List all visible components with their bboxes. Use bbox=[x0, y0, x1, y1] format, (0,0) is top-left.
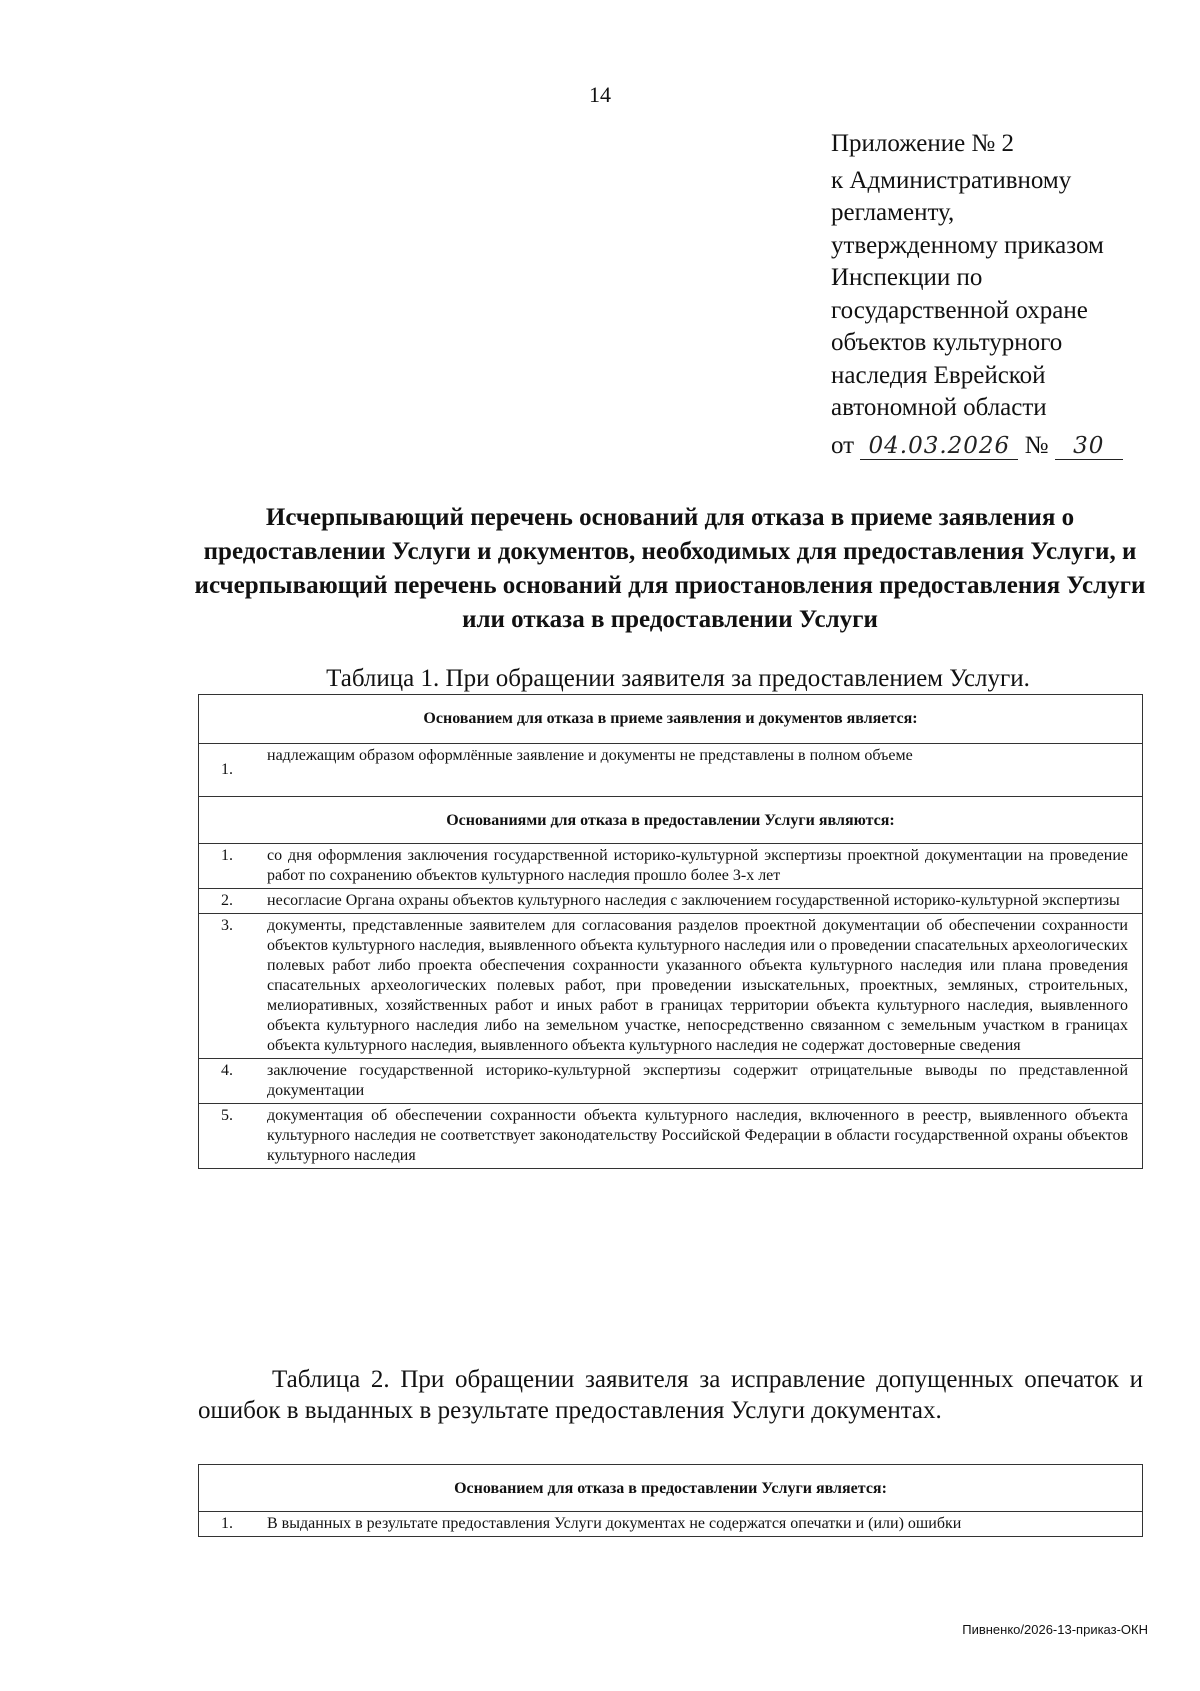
table-row bbox=[199, 1512, 1143, 1537]
table1-caption: Таблица 1. При обращении заявителя за предоставлением Услуги. bbox=[326, 665, 1030, 692]
date-prefix: от bbox=[831, 432, 855, 459]
handwritten-number: 30 bbox=[1055, 433, 1123, 460]
row-text: заключение государственной историко-культурной экспертизы содержит отрицательные выводы по представленной документации bbox=[259, 1059, 1143, 1104]
row-text: надлежащим образом оформлённые заявление и документы не представлены в полном объеме bbox=[259, 744, 1143, 797]
table1-section1-header: Основанием для отказа в приеме заявления и документов является: bbox=[199, 695, 1143, 744]
table-row bbox=[199, 1059, 1143, 1104]
appendix-line: наследия Еврейской bbox=[831, 361, 1046, 389]
appendix-line: государственной охране bbox=[831, 296, 1088, 324]
row-number: 1. bbox=[199, 844, 260, 889]
table2 bbox=[198, 1464, 1143, 1537]
table-row bbox=[199, 1104, 1143, 1169]
appendix-line: объектов культурного bbox=[831, 329, 1063, 356]
row-number: 1. bbox=[199, 1512, 260, 1537]
row-number: 3. bbox=[199, 914, 260, 1059]
row-number: 4. bbox=[199, 1059, 260, 1104]
row-text: документы, представленные заявителем для согласования разделов проектной документации об обеспечении сохранности объектов культурного наследия, выявленного объекта культурного наследия или о проведении спасательных археологических полевых работ либо проекта обеспечения сохранности указанного объекта культурного наследия или плана проведения спасательных археологических полевых работ, при проведении изыскательных, проектных, земляных, строительных, мелиоративных, хозяйственных работ и иных работ в границах территории объекта культурного наследия, выявленного объекта культурного наследия либо на земельном участке, непосредственно связанном с земельным участком в границах объекта культурного наследия, выявленного объекта культурного наследия не содержат достоверные сведения bbox=[259, 914, 1143, 1059]
appendix-line: Инспекции по bbox=[831, 264, 983, 291]
order-date-line bbox=[831, 432, 1123, 460]
row-text: В выданных в результате предоставления Услуги документах не содержатся опечатки и (или) ошибки bbox=[259, 1512, 1143, 1537]
document-heading: Исчерпывающий перечень оснований для отказа в приеме заявления о предоставлении Услуги и документов, необходимых для предоставления Услуги, и исчерпывающий перечень оснований для приостановления предоставления Услуги или отказа в предоставлении Услуги bbox=[194, 504, 1146, 633]
row-number: 2. bbox=[199, 889, 260, 914]
row-number: 1. bbox=[199, 744, 260, 797]
table1 bbox=[198, 694, 1143, 1169]
number-prefix: № bbox=[1024, 432, 1049, 459]
table-row bbox=[199, 744, 1143, 797]
table1-section2-header: Основаниями для отказа в предоставлении Услуги являются: bbox=[199, 797, 1143, 844]
appendix-line: к Административному bbox=[831, 166, 1072, 194]
footer-reference: Пивненко/2026-13-приказ-ОКН bbox=[962, 1622, 1148, 1637]
appendix-line: регламенту, bbox=[831, 199, 955, 226]
table-row bbox=[199, 914, 1143, 1059]
row-text: документация об обеспечении сохранности объекта культурного наследия, включенного в реестр, выявленного объекта культурного наследия не соответствует законодательству Российской Федерации в области государственной охраны объектов культурного наследия bbox=[259, 1104, 1143, 1169]
page-number: 14 bbox=[589, 82, 611, 107]
row-number: 5. bbox=[199, 1104, 260, 1169]
appendix-line: автономной области bbox=[831, 394, 1047, 421]
row-text: со дня оформления заключения государственной историко-культурной экспертизы проектной документации на проведение работ по сохранению объектов культурного наследия прошло более 3-х лет bbox=[259, 844, 1143, 889]
row-text: несогласие Органа охраны объектов культурного наследия с заключением государственной историко-культурной экспертизы bbox=[259, 889, 1143, 914]
appendix-block bbox=[831, 128, 1161, 425]
appendix-line: утвержденному приказом bbox=[831, 231, 1104, 259]
table-row bbox=[199, 889, 1143, 914]
table2-header: Основанием для отказа в предоставлении Услуги является: bbox=[199, 1465, 1143, 1512]
table-row bbox=[199, 844, 1143, 889]
handwritten-date: 04.03.2026 bbox=[860, 433, 1018, 460]
table2-caption: Таблица 2. При обращении заявителя за исправление допущенных опечаток и ошибок в выданных в результате предоставления Услуги документах. bbox=[198, 1366, 1143, 1424]
appendix-title: Приложение № 2 bbox=[831, 130, 1015, 157]
